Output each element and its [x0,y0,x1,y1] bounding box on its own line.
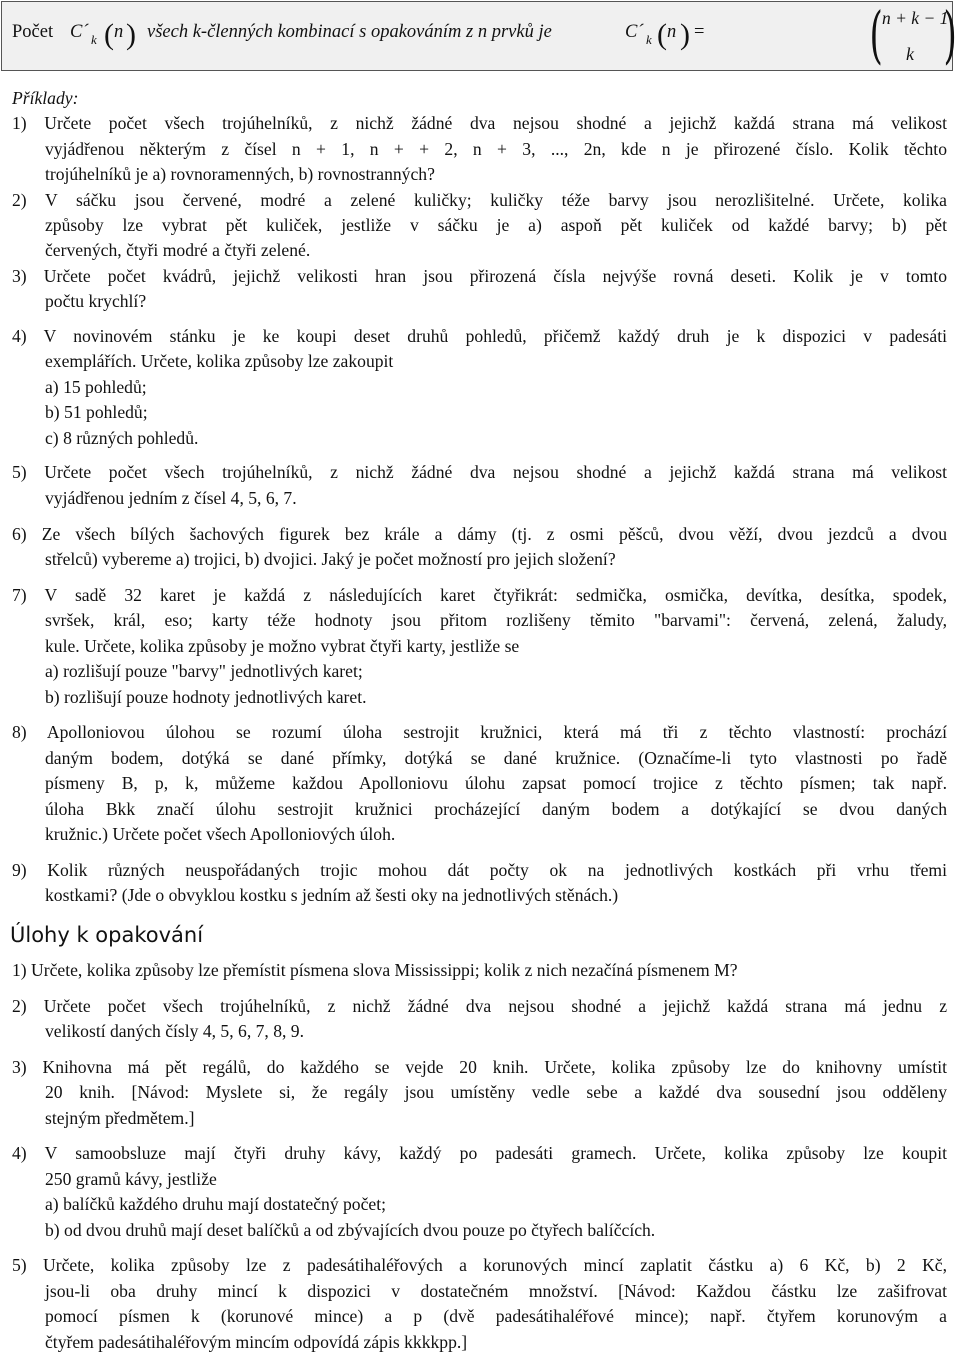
example-line: 3) Určete počet kvádrů, jejichž velikosti hran jsou přirozená čísla nejvýše rovná deseti. Kolik je v tomto [12,266,947,286]
formula-equals: = [694,22,705,42]
review-line: stejným předmětem.] [45,1108,195,1128]
example-line: vyjádřenou některým z čísel n + 1, n + + 2, n + 3, ..., 2n, kde n je přirozené číslo. Kolik těchto [45,139,947,159]
example-line: 5) Určete počet všech trojúhelníků, z nichž žádné dva nejsou shodné a jejichž každá strana má velikost [12,462,947,482]
example-line: exemplářích. Určete, kolika způsoby lze zakoupit [45,351,394,371]
formula-n-2: n [667,22,677,42]
formula-c-symbol: C´ [70,22,89,42]
example-line: 1) Určete počet všech trojúhelníků, z nichž žádné dva nejsou shodné a jejichž každá strana má velikost [12,113,947,133]
review-line: 4) V samoobsluze mají čtyři druhy kávy, každý po padesáti gramech. Určete, kolika způsoby lze koupit [12,1143,947,1163]
review-line: 1) Určete, kolika způsoby lze přemístit písmena slova Mississippi; kolik z nich nezačíná písmenem M? [12,960,738,980]
review-line: 5) Určete, kolika způsoby lze z padesátihaléřových a korunových mincí zaplatit částku a) 6 Kč, b) 2 Kč, [12,1255,947,1275]
example-line: trojúhelníků je a) rovnoramenných, b) rovnostranných? [45,164,435,184]
example-line: kostkami? (Jde o obvyklou kostku s jedním až šesti oky na jednotlivých stěnách.) [45,885,619,905]
formula-k-subscript: k [91,32,97,47]
example-line: kružnic.) Určete počet všech Apolloniových úloh. [45,824,396,844]
example-line: písmeny B, p, k, můžeme každou Apolloniovu úlohu zapsat pomocí trojice z těchto písmen; tak např. [45,773,947,793]
review-line: b) od dvou druhů mají deset balíčků a od zbývajících dvou pouze po čtyřech balíčcích. [45,1220,656,1240]
formula-open-paren: ( [104,18,114,51]
example-line: kule. Určete, kolika způsoby je možno vybrat čtyři karty, jestliže se [45,636,520,656]
formula-k-subscript-2: k [646,32,652,47]
example-line: vyjádřenou jedním z čísel 4, 5, 6, 7. [45,488,297,508]
review-line: 2) Určete počet všech trojúhelníků, z nichž žádné dva nejsou shodné a jejichž každá strana má jednu z [12,996,947,1016]
formula-c-symbol-2: C´ [625,22,644,42]
example-line: 9) Kolik různých neuspořádaných trojic mohou dát počty ok na jednotlivých kostkách při vrhu třemi [12,860,947,880]
review-line: pomocí písmen k (korunové mince) a p (dvě padesátihaléřové mince); např. čtyřem korunovým a [45,1306,947,1326]
review-line: velikostí daných čísly 4, 5, 6, 7, 8, 9. [45,1021,304,1041]
binom-bottom: k [906,44,914,64]
example-line: a) rozlišují pouze "barvy" jednotlivých karet; [45,661,363,681]
example-line: svršek, král, eso; karty téže hodnoty jsou přitom rozlišeny těmito "barvami": červená, zelená, žaludy, [45,610,947,630]
formula-n: n [114,22,124,42]
review-line: čtyřem padesátihaléřovým mincím odpovídá zápis kkkkpp.] [45,1332,468,1352]
example-line: 8) Apolloniovou úlohou se rozumí úloha sestrojit kružnici, která má tři z těchto vlastností: prochází [12,722,947,742]
review-line: a) balíčků každého druhu mají dostatečný počet; [45,1194,386,1214]
example-line: daným bodem, dotýká se dané přímky, dotýká se dané kružnice. (Označíme-li tyto vlastnosti po řadě [45,748,947,768]
binom-top: n + k − 1 [882,8,949,28]
examples-title: Příklady: [12,88,79,108]
example-line: 4) V novinovém stánku je ke koupi deset druhů pohledů, přičemž každý druh je k dispozici v padesáti [12,326,947,346]
review-line: 3) Knihovna má pět regálů, do každého se vejde 20 knih. Určete, kolika způsoby lze do knihovny umístit [12,1057,947,1077]
formula-prefix: Počet [12,22,54,42]
example-line: červených, čtyři modré a čtyři zelené. [45,240,311,260]
example-line: způsoby lze vybrat pět kuliček, jestliže v sáčku je a) aspoň pět kuliček od každé barvy; b) pět [45,215,947,235]
example-line: c) 8 různých pohledů. [45,428,199,448]
review-line: 250 gramů kávy, jestliže [45,1169,217,1189]
example-line: b) rozlišují pouze hodnoty jednotlivých karet. [45,687,367,707]
formula-close-paren-2: ) [680,18,690,51]
binomial-coefficient [869,0,957,71]
formula-description: všech k-členných kombinací s opakováním z n prvků je [147,22,552,42]
example-line: úloha Bkk značí úlohu sestrojit kružnici procházející daným bodem a dotýkající se dvou daných [45,799,947,819]
formula-open-paren-2: ( [657,18,667,51]
review-heading: Úlohy k opakování [10,923,204,947]
formula-box [1,0,957,71]
example-line: b) 51 pohledů; [45,402,148,422]
review-line: 20 knih. [Návod: Myslete si, že regály jsou umístěny vedle sebe a každé dva sousední jsou odděleny [45,1082,947,1102]
example-line: 7) V sadě 32 karet je každá z následujících karet čtyřikrát: sedmička, osmička, devítka, desítka, spodek, [12,585,947,605]
example-line: počtu krychlí? [45,291,147,311]
binom-right-paren: ) [943,0,957,71]
binom-left-paren: ( [869,0,883,71]
formula-close-paren: ) [126,18,136,51]
review-line: jsou-li oba druhy mincí k dispozici v dostatečném množství. [Návod: Každou částku lze zašifrovat [45,1281,947,1301]
example-line: a) 15 pohledů; [45,377,147,397]
example-line: 2) V sáčku jsou červené, modré a zelené kuličky; kuličky téže barvy jsou nerozlišitelné. Určete, kolika [12,190,947,210]
example-line: 6) Ze všech bílých šachových figurek bez krále a dámy (tj. z osmi pěšců, dvou věží, dvou jezdců a dvou [12,524,947,544]
example-line: střelců) vybereme a) trojici, b) dvojici. Jaký je počet možností pro jejich složení? [45,549,616,569]
